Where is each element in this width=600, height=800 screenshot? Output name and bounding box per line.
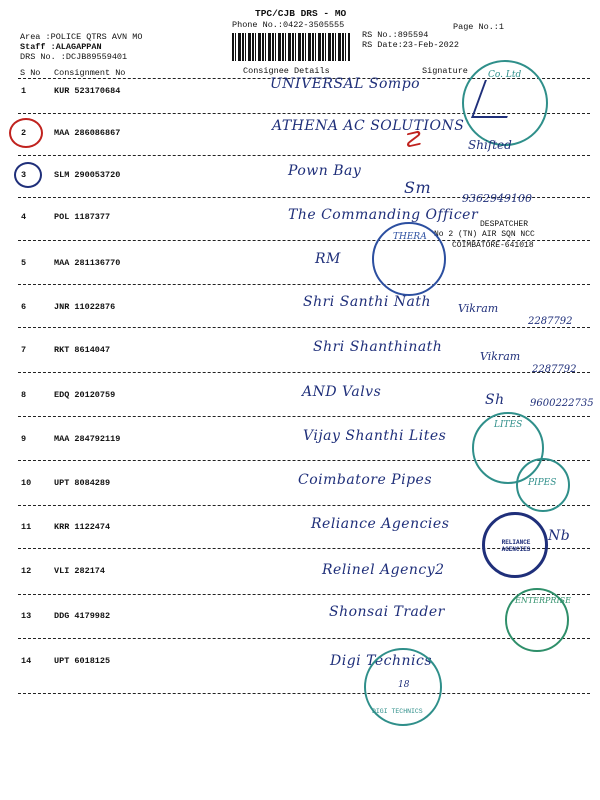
pipes-stamp: [516, 458, 570, 512]
header-phone: Phone No.:0422-3505555: [232, 20, 345, 30]
stamp-text: Co. Ltd: [488, 70, 522, 80]
row-divider: [18, 284, 590, 285]
row-sno: 12: [21, 566, 32, 576]
row-sno: 14: [21, 656, 32, 666]
row-consignment: KRR 1122474: [54, 522, 111, 532]
red-signature: ☡: [402, 128, 423, 153]
row-consignment: MAA 286086867: [54, 128, 121, 138]
ink-circle-mark: [14, 162, 42, 188]
signature-row-3: Sm: [404, 178, 432, 197]
row-consignee: Shri Santhi Nath: [303, 294, 431, 310]
row-consignee: Relinel Agency2: [322, 562, 445, 578]
row-sno: 11: [21, 522, 32, 532]
header-rs-date: RS Date:23-Feb-2022: [362, 40, 459, 50]
row-consignment: JNR 11022876: [54, 302, 116, 312]
signature-row-8: Sh: [485, 392, 505, 408]
row-consignee: Reliance Agencies: [311, 516, 450, 532]
row-consignment: SLM 290053720: [54, 170, 121, 180]
row-sno: 5: [21, 258, 27, 268]
row-consignment: POL 1187377: [54, 212, 111, 222]
row-divider: [18, 505, 590, 506]
row-consignee: UNIVERSAL Sompo: [270, 76, 421, 92]
row-consignee: ATHENA AC SOLUTIONS: [272, 118, 465, 134]
header-staff: Staff :ALAGAPPAN: [20, 42, 102, 52]
phone-note: 9362949100: [462, 192, 532, 205]
row-consignment: KUR 523170684: [54, 86, 121, 96]
digi-stamp: [364, 648, 442, 726]
row-sno: 4: [21, 212, 27, 222]
row-sno: 9: [21, 434, 27, 444]
row-consignment: RKT 8614047: [54, 345, 111, 355]
row-consignment: UPT 8084289: [54, 478, 111, 488]
row-divider: [18, 693, 590, 694]
stamp-text: PIPES: [528, 478, 557, 488]
red-circle-mark: [9, 118, 43, 148]
row-consignee: RM: [315, 251, 341, 267]
row-sno: 1: [21, 86, 27, 96]
column-header-consignee: Consignee Details: [243, 66, 330, 76]
column-header-consignment: Consignment No: [54, 68, 126, 78]
stamp-text: ENTERPRISE: [515, 596, 571, 605]
row-consignee: Pown Bay: [288, 163, 362, 179]
row-consignee: Vijay Shanthi Lites: [303, 428, 447, 444]
phone-note: 2287792: [528, 316, 573, 327]
row-divider: [18, 155, 590, 156]
barcode: [232, 33, 350, 61]
row-sno: 8: [21, 390, 27, 400]
despatcher-stamp: DESPATCHER: [480, 220, 529, 229]
row-consignment: VLI 282174: [54, 566, 106, 576]
header-title: TPC/CJB DRS - MO: [255, 8, 347, 19]
header-area: Area :POLICE QTRS AVN MO: [20, 32, 143, 42]
row-consignee: Coimbatore Pipes: [298, 472, 433, 488]
row-divider: [18, 638, 590, 639]
stamp-text: 18: [398, 680, 410, 690]
row-consignee: Shonsai Trader: [329, 604, 445, 620]
row-consignee: Shri Shanthinath: [313, 339, 443, 355]
signature-vikram: Vikram: [480, 350, 521, 363]
stamp-text: RELIANCE AGENCIES: [501, 539, 531, 553]
row-sno: 7: [21, 345, 27, 355]
row-consignment: MAA 284792119: [54, 434, 121, 444]
row-consignment: MAA 281136770: [54, 258, 121, 268]
shifted-note: Shifted: [468, 138, 512, 152]
signature-vikram: Vikram: [458, 302, 499, 315]
row-consignment: UPT 6018125: [54, 656, 111, 666]
row-divider: [18, 372, 590, 373]
row-consignee: Digi Technics: [330, 653, 433, 669]
enterprise-stamp: [505, 588, 569, 652]
stamp-text: LITES: [494, 420, 523, 430]
signature-row-11: Nb: [548, 528, 571, 544]
column-header-signature: Signature: [422, 66, 468, 76]
row-consignment: DDG 4179982: [54, 611, 111, 621]
header-page-no: Page No.:1: [453, 22, 505, 32]
stamp-text: DIGI TECHNICS: [372, 708, 423, 715]
row-sno: 13: [21, 611, 32, 621]
row-consignment: EDQ 20120759: [54, 390, 116, 400]
phone-note: 2287792: [532, 364, 577, 375]
row-divider: [18, 594, 590, 595]
column-header-sno: S No: [20, 68, 41, 78]
reliance-stamp: [482, 512, 548, 578]
thera-stamp: [372, 222, 446, 296]
row-consignee: AND Valvs: [302, 384, 382, 400]
header-rs-no: RS No.:895594: [362, 30, 429, 40]
row-sno: 10: [21, 478, 32, 488]
header-drs-no: DRS No. :DCJB89559401: [20, 52, 128, 62]
row-sno: 3: [21, 170, 27, 180]
phone-note: 9600222735: [530, 398, 594, 409]
row-sno: 2: [21, 128, 27, 138]
row-divider: [18, 327, 590, 328]
row-sno: 6: [21, 302, 27, 312]
unit-city-stamp: COIMBATORE-641018: [452, 241, 534, 250]
row-consignee: The Commanding Officer: [288, 207, 479, 223]
unit-stamp: No 2 (TN) AIR SQN NCC: [434, 230, 535, 239]
stamp-text: THERA: [393, 232, 427, 242]
